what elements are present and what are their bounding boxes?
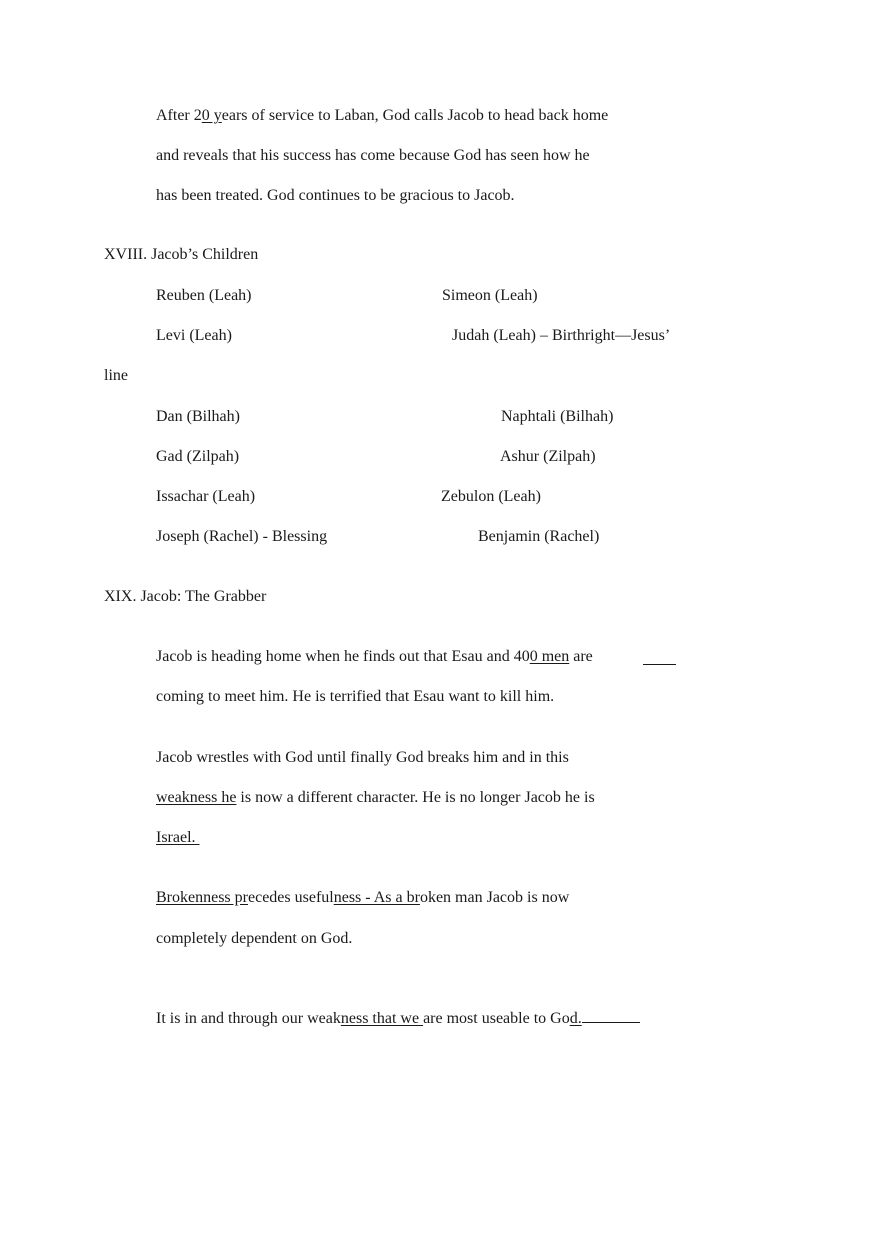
p3-line-1-underlined-1: Brokenness pr (156, 889, 248, 906)
p3-line-2: completely dependent on God. (156, 930, 353, 947)
child-right-6: Benjamin (Rachel) (478, 528, 600, 545)
blank-line-2 (582, 1008, 640, 1023)
child-left-4: Gad (Zilpah) (156, 448, 240, 465)
p4-pre: It is in and through our weak (156, 1010, 341, 1027)
p1-line-1-underlined: 0 men (529, 648, 570, 665)
p2-line-3-underlined: Israel. (156, 829, 200, 846)
child-right-2: Judah (Leah) – Birthright—Jesus’ (452, 327, 671, 344)
child-right-4: Ashur (Zilpah) (500, 448, 596, 465)
wrapped-word: line (104, 367, 128, 384)
p2-line-3 (156, 828, 200, 848)
child-right-1: Simeon (Leah) (442, 287, 538, 304)
p4-underlined: ness that we (340, 1010, 424, 1027)
section-heading-xviii: XVIII. Jacob’s Children (104, 246, 259, 263)
p1-line-1 (156, 647, 593, 667)
p3-line-1-mid: ecedes useful (247, 889, 334, 906)
p2-line-1: Jacob wrestles with God until finally God breaks him and in this (156, 749, 569, 766)
child-left-3: Dan (Bilhah) (156, 408, 240, 425)
p3-line-1 (156, 888, 569, 908)
intro-line-1-post: ears of service to Laban, God calls Jacob to head back home (221, 107, 609, 124)
child-left-5: Issachar (Leah) (156, 488, 256, 505)
child-left-2: Levi (Leah) (156, 327, 232, 344)
p3-line-1-post: oken man Jacob is now (419, 889, 570, 906)
blank-line-1 (643, 650, 676, 665)
intro-line-3: has been treated. God continues to be gracious to Jacob. (156, 187, 515, 204)
p4-line-1 (156, 1008, 640, 1029)
p2-line-2 (156, 788, 595, 808)
p3-line-1-underlined-2: ness - As a br (333, 889, 420, 906)
intro-line-2: and reveals that his success has come because God has seen how he (156, 147, 590, 164)
p1-line-1-pre: Jacob is heading home when he finds out that Esau and 40 (156, 648, 530, 665)
intro-line-1-pre: After 2 (156, 107, 202, 124)
p2-line-2-underlined: weakness he (156, 789, 237, 806)
p4-underlined-2: d. (569, 1010, 582, 1027)
p2-line-2-post: is now a different character. He is no longer Jacob he is (236, 789, 595, 806)
child-left-1: Reuben (Leah) (156, 287, 252, 304)
child-right-5: Zebulon (Leah) (441, 488, 541, 505)
p1-line-1-post: are (569, 648, 593, 665)
child-right-3: Naphtali (Bilhah) (501, 408, 614, 425)
p1-line-2: coming to meet him. He is terrified that Esau want to kill him. (156, 688, 555, 705)
section-heading-xix: XIX. Jacob: The Grabber (104, 588, 267, 605)
intro-line-1-underlined: 0 y (201, 107, 222, 124)
child-left-6: Joseph (Rachel) - Blessing (156, 528, 328, 545)
intro-line-1 (156, 106, 608, 126)
p4-mid: are most useable to Go (423, 1010, 570, 1027)
